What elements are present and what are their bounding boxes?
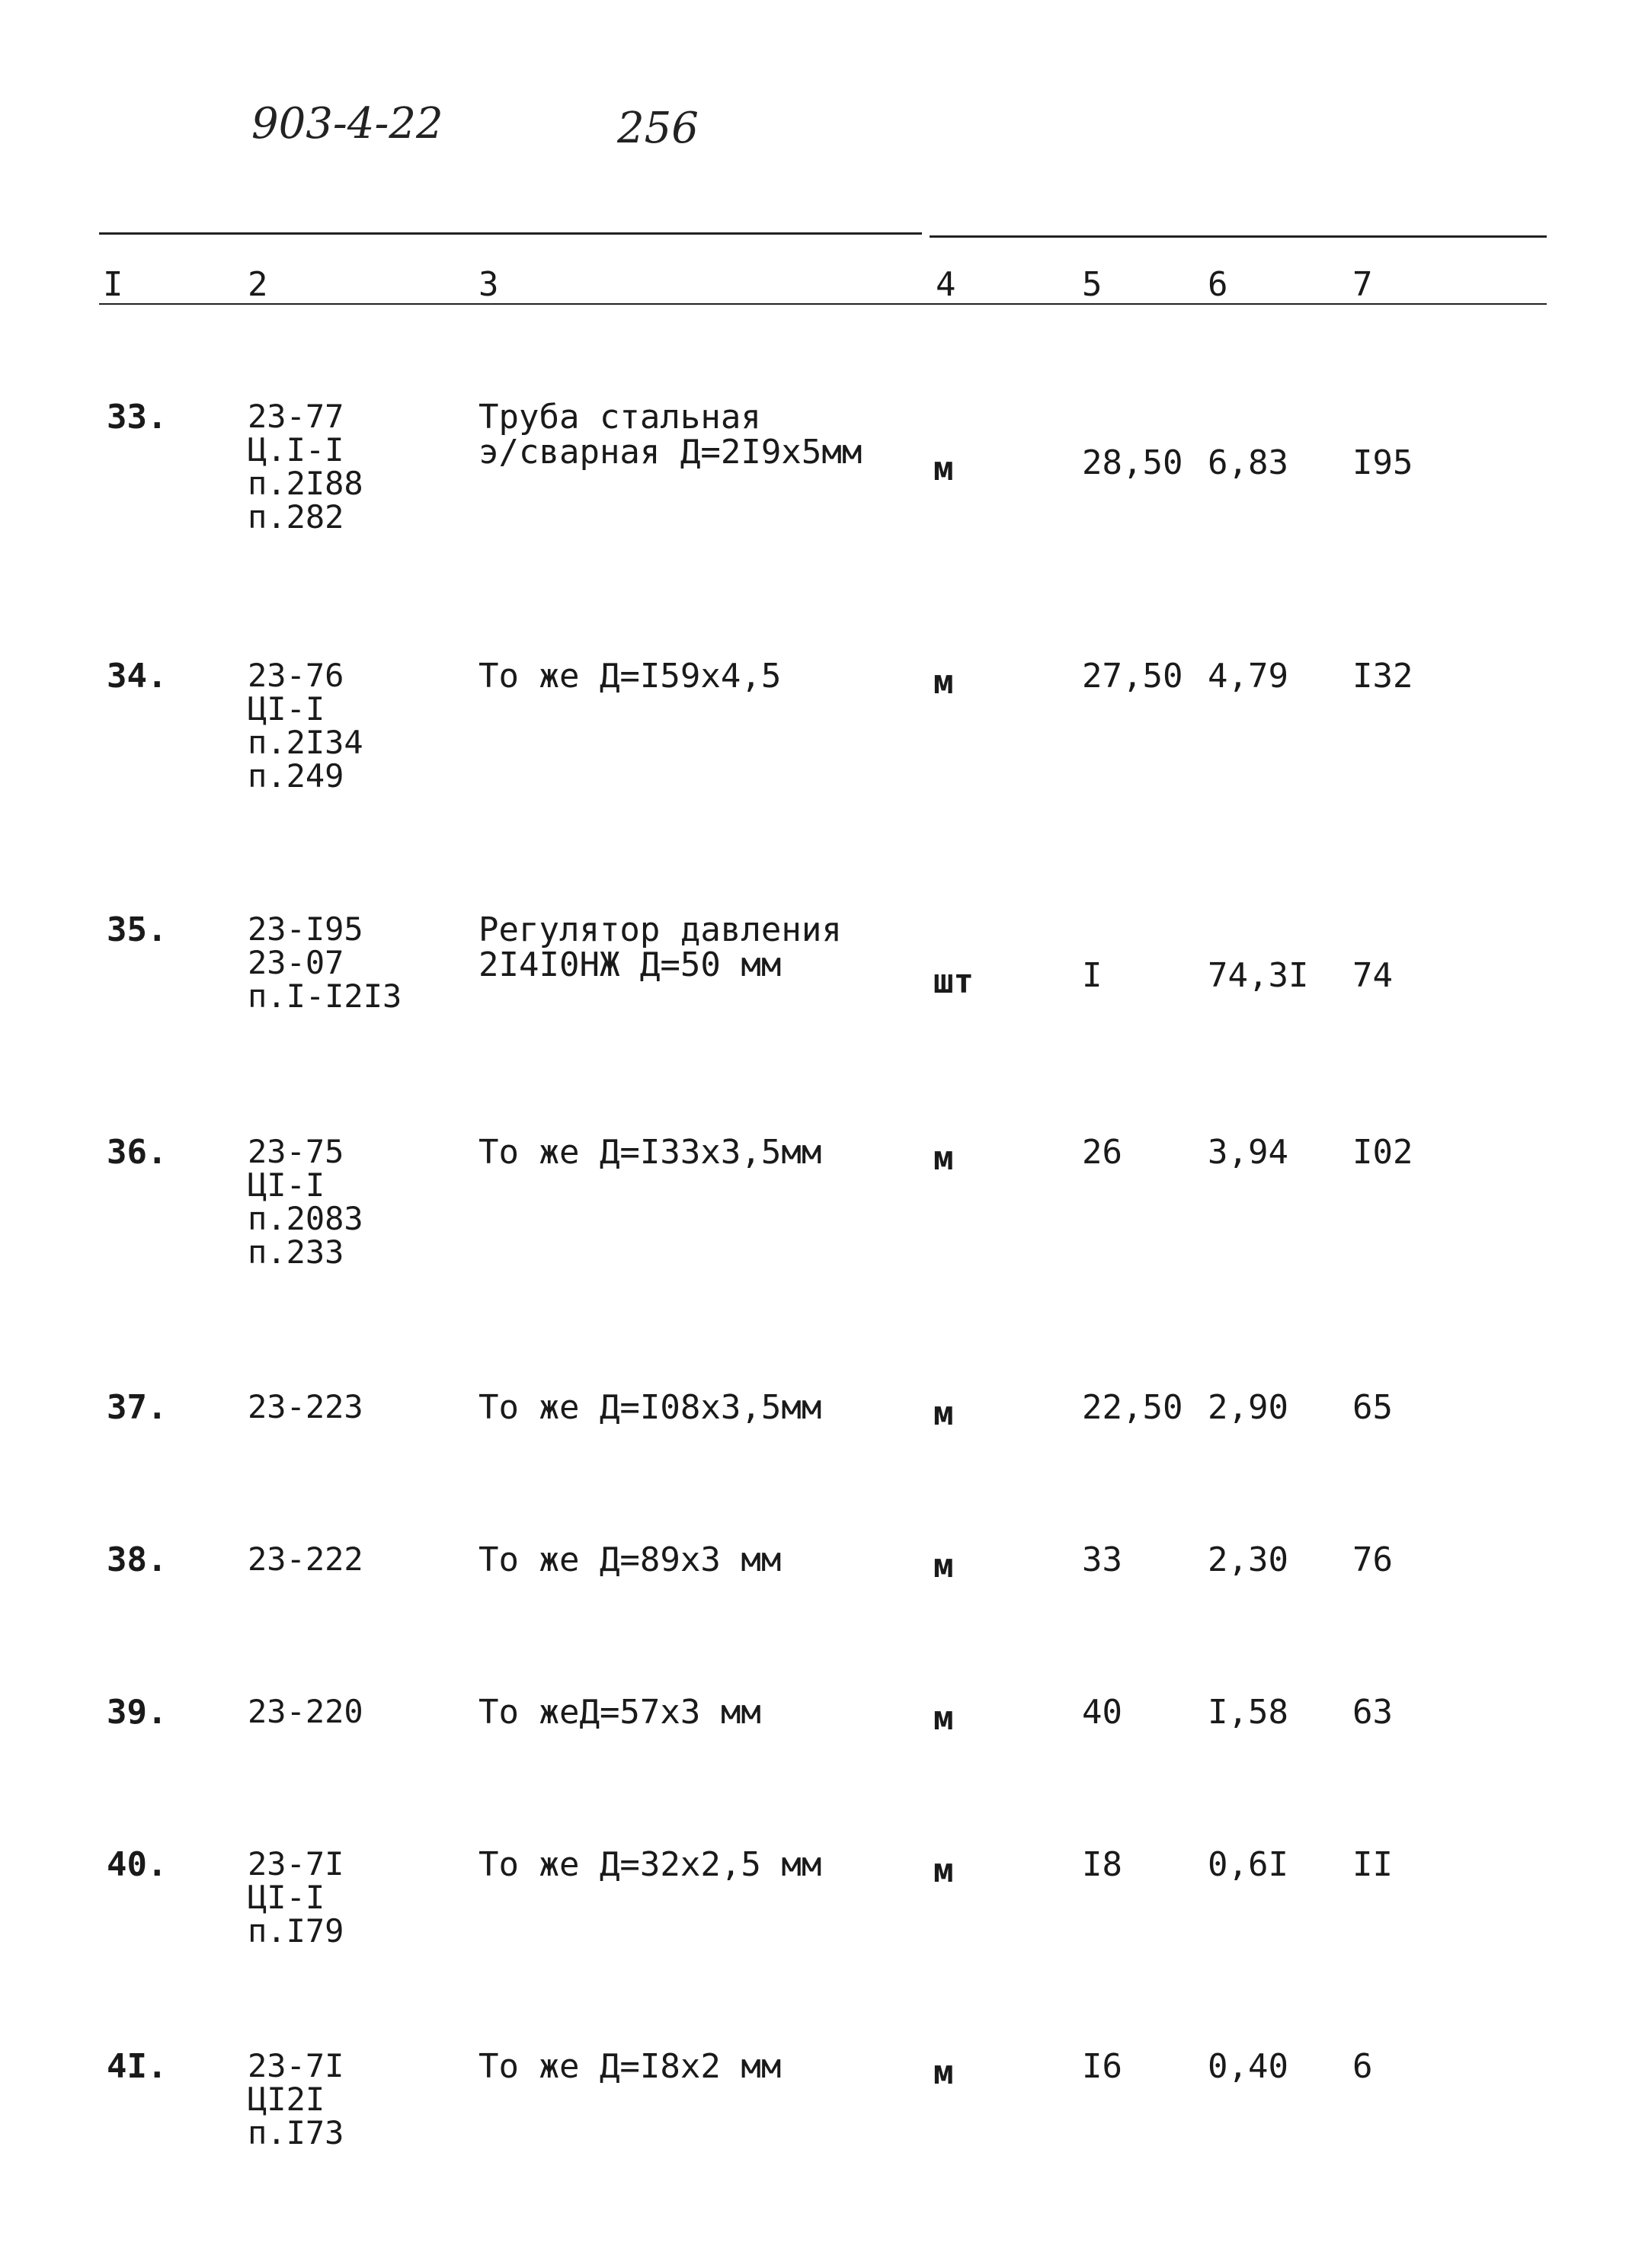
item-name-line: То же Д=I08х3,5мм xyxy=(478,1388,822,1427)
total-cost: 74 xyxy=(1352,956,1393,995)
quantity: 40 xyxy=(1082,1693,1122,1732)
unit-price: 74,3I xyxy=(1208,956,1309,995)
quantity: I8 xyxy=(1082,1845,1122,1884)
norm-code xyxy=(248,1390,363,1424)
quantity: 28,50 xyxy=(1082,443,1183,482)
norm-code xyxy=(248,1540,363,1578)
row-number: 40. xyxy=(107,1845,168,1884)
header-rule xyxy=(99,303,1547,305)
norm-code-line: п.2083 xyxy=(248,1200,363,1237)
header-rule-gap xyxy=(648,297,731,303)
item-name-line: То жеД=57х3 мм xyxy=(478,1693,761,1732)
quantity: I xyxy=(1082,956,1103,995)
column-header-7: 7 xyxy=(1352,265,1373,304)
row-number: 38. xyxy=(107,1540,168,1579)
item-name xyxy=(478,2049,781,2084)
norm-code-line: Ц.I-I xyxy=(248,431,344,469)
norm-code xyxy=(248,1695,363,1729)
item-name-line: То же Д=I59х4,5 xyxy=(478,657,782,696)
row-number: 33. xyxy=(107,398,168,437)
norm-code xyxy=(248,1847,344,1948)
norm-code-line: п.I-I2I3 xyxy=(248,977,402,1015)
item-name-line: Труба стальная xyxy=(478,398,761,437)
total-cost: 63 xyxy=(1352,1693,1393,1732)
item-name xyxy=(478,1390,821,1425)
top-rule-left xyxy=(99,232,922,235)
unit: м xyxy=(933,1139,954,1178)
column-header-1: I xyxy=(103,265,123,304)
unit-price: 6,83 xyxy=(1208,443,1288,482)
norm-code-line: п.I79 xyxy=(248,1912,344,1950)
norm-code-line: п.2I88 xyxy=(248,465,363,502)
item-name-line: Регулятор давления xyxy=(478,910,842,949)
column-header-2: 2 xyxy=(248,265,268,304)
top-rule-right xyxy=(930,235,1547,238)
item-name xyxy=(478,1695,761,1730)
item-name xyxy=(478,1540,782,1579)
column-header-3: 3 xyxy=(478,265,499,304)
norm-code-line: п.249 xyxy=(248,757,344,795)
item-name xyxy=(478,400,862,470)
total-cost: I95 xyxy=(1352,443,1413,482)
norm-code xyxy=(248,400,363,534)
norm-code-line: 23-7I xyxy=(248,2047,344,2084)
item-name-line: 2I4I0НЖ Д=50 мм xyxy=(478,945,782,984)
item-name xyxy=(478,910,842,984)
norm-code-line: 23-75 xyxy=(248,1133,344,1170)
quantity: 26 xyxy=(1082,1133,1122,1172)
unit-price: 0,40 xyxy=(1208,2047,1288,2086)
norm-code-line: 23-I95 xyxy=(248,910,363,948)
norm-code-line: ЦI2I xyxy=(248,2081,325,2118)
norm-code xyxy=(248,2049,344,2150)
unit: м xyxy=(933,1699,954,1738)
quantity: I6 xyxy=(1082,2047,1122,2086)
unit: м xyxy=(933,1547,954,1585)
norm-code-line: ЦI-I xyxy=(248,690,325,728)
total-cost: I02 xyxy=(1352,1133,1413,1172)
norm-code-line: п.2I34 xyxy=(248,724,363,761)
unit: шт xyxy=(933,962,974,1001)
total-cost: 76 xyxy=(1352,1540,1393,1579)
item-name xyxy=(478,1847,821,1883)
norm-code xyxy=(248,1135,363,1269)
unit-price: 0,6I xyxy=(1208,1845,1288,1884)
column-header-5: 5 xyxy=(1082,265,1103,304)
item-name xyxy=(478,1135,821,1170)
total-cost: 6 xyxy=(1352,2047,1373,2086)
row-number: 35. xyxy=(107,910,168,949)
unit-price: I,58 xyxy=(1208,1693,1288,1732)
norm-code-line: п.I73 xyxy=(248,2114,344,2151)
unit: м xyxy=(933,449,954,488)
norm-code-line: 23-07 xyxy=(248,944,344,981)
row-number: 4I. xyxy=(107,2047,168,2086)
unit-price: 4,79 xyxy=(1208,657,1288,696)
total-cost: I32 xyxy=(1352,657,1413,696)
norm-code-line: п.282 xyxy=(248,498,344,536)
quantity: 27,50 xyxy=(1082,657,1183,696)
item-name-line: То же Д=32х2,5 мм xyxy=(478,1845,822,1884)
norm-code-line: ЦI-I xyxy=(248,1879,325,1916)
page-number: 256 xyxy=(617,104,699,153)
norm-code xyxy=(248,910,402,1015)
item-name-line: То же Д=89х3 мм xyxy=(478,1540,782,1579)
row-number: 36. xyxy=(107,1133,168,1172)
quantity: 33 xyxy=(1082,1540,1122,1579)
row-number: 39. xyxy=(107,1693,168,1732)
quantity: 22,50 xyxy=(1082,1388,1183,1427)
norm-code-line: 23-76 xyxy=(248,657,344,694)
column-header-6: 6 xyxy=(1208,265,1228,304)
norm-code-line: ЦI-I xyxy=(248,1166,325,1204)
column-header-4: 4 xyxy=(936,265,956,304)
unit-price: 3,94 xyxy=(1208,1133,1288,1172)
document-code: 903-4-22 xyxy=(251,99,443,149)
row-number: 37. xyxy=(107,1388,168,1427)
norm-code-line: 23-77 xyxy=(248,398,344,435)
norm-code-line: 23-220 xyxy=(248,1693,363,1730)
norm-code-line: п.233 xyxy=(248,1233,344,1271)
unit-price: 2,90 xyxy=(1208,1388,1288,1427)
item-name-line: То же Д=I8х2 мм xyxy=(478,2047,782,2086)
total-cost: II xyxy=(1352,1845,1393,1884)
unit-price: 2,30 xyxy=(1208,1540,1288,1579)
norm-code-line: 23-223 xyxy=(248,1388,363,1425)
unit: м xyxy=(933,663,954,702)
unit: м xyxy=(933,1394,954,1433)
unit: м xyxy=(933,2053,954,2092)
item-name-line: э/сварная Д=2I9х5мм xyxy=(478,433,863,472)
item-name-line: То же Д=I33х3,5мм xyxy=(478,1133,822,1172)
item-name xyxy=(478,659,781,694)
total-cost: 65 xyxy=(1352,1388,1393,1427)
row-number: 34. xyxy=(107,657,168,696)
norm-code xyxy=(248,659,363,793)
norm-code-line: 23-222 xyxy=(248,1540,363,1578)
unit: м xyxy=(933,1851,954,1890)
norm-code-line: 23-7I xyxy=(248,1845,344,1883)
